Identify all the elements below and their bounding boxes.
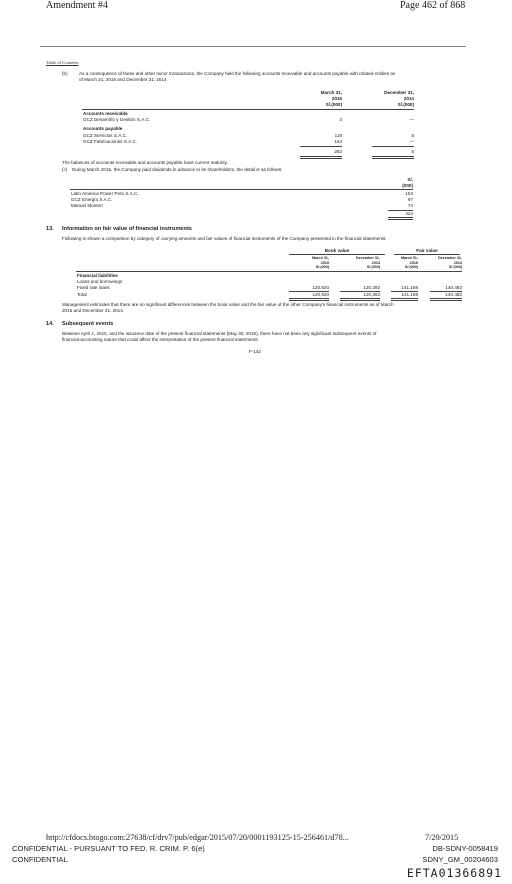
fair-value-rule <box>394 254 460 255</box>
fixed-row-v2: 120,392 <box>363 285 380 290</box>
fixed-row-v1: 120,920 <box>312 285 329 290</box>
c-row-1-v: 153 <box>405 191 413 196</box>
c-total: 324 <box>405 211 413 216</box>
s13-col2-line1: December 31, <box>356 256 380 260</box>
s14-text-line1: Between April 1, 2015, and the issuance date of the present financial statements (May 30, 2015), there have not been any significant subsequent events of <box>62 331 377 336</box>
s13-col1-line3: S/.(000) <box>315 265 329 270</box>
total-row-v3: 141,188 <box>401 292 418 297</box>
balances-note: The balances of accounts receivable and accounts payable have current maturity. <box>62 160 228 165</box>
b-text-line1: As a consequence of these and other minor transactions, the Company held the following accounts receivable and accounts payable with related entities as <box>79 71 396 76</box>
c-row-2-name: GCZ Energía S.A.C. <box>71 197 113 202</box>
s13-col1-line2: 2015 <box>320 260 329 265</box>
ap-total-rule-2 <box>372 156 414 159</box>
header-left: Amendment #4 <box>46 0 108 11</box>
b-col1-line1: March 31, <box>320 90 342 95</box>
c-row-2-v: 97 <box>407 197 413 202</box>
footer-url[interactable]: http://cfdocs.btogo.com:27638/cf/drv7/pub/edgar/2015/07/20/0001193125-15-256461/d78... <box>46 833 349 842</box>
loans-label: Loans and borrowings <box>77 279 123 284</box>
ar-label: Accounts receivable <box>83 111 128 116</box>
c-row-3-name: Manuel Montori <box>71 203 103 208</box>
c-total-rule <box>388 217 413 220</box>
c-marker: (c) <box>62 167 68 172</box>
s13-col1-line1: March 31, <box>311 256 329 260</box>
b-header-rule <box>82 109 414 110</box>
total-rule-4 <box>430 298 462 301</box>
c-col-line1: S/. <box>407 177 413 182</box>
b-marker: (b) <box>62 71 68 76</box>
ap-subtotal-rule-1 <box>300 146 342 147</box>
s13-col4-line1: December 31, <box>438 256 462 260</box>
footer-efta: EFTA01366891 <box>406 866 502 880</box>
header-right: Page 462 of 868 <box>400 0 466 11</box>
c-row-1-name: Latin America Power Perú S.A.C. <box>71 191 139 196</box>
s13-title: Information on fair value of financial instruments <box>62 226 192 232</box>
s13-col4-line3: S/.(000) <box>448 265 462 270</box>
fl-label: Financial liabilities <box>77 273 118 278</box>
ap-row-1-v1: 119 <box>334 133 342 138</box>
s14-text-line2: financial-accounting nature that could affect the interpretation of the present financial statements. <box>62 337 259 342</box>
fixed-row-v3: 141,188 <box>401 285 418 290</box>
total-rule-1 <box>289 298 329 301</box>
c-header-rule <box>70 189 413 190</box>
footer-bates-1: DB-SDNY-0058419 <box>432 844 498 853</box>
s14-number: 14. <box>46 321 54 327</box>
s13-header-rule <box>76 271 462 272</box>
c-col-header <box>375 177 413 189</box>
s13-col3-line3: S/.(000) <box>404 265 418 270</box>
b-col1-line3: S/.(000) <box>325 102 342 107</box>
total-row-v4: 140,482 <box>445 292 462 297</box>
toc-link[interactable]: Table of Contents <box>46 60 79 65</box>
s13-number: 13. <box>46 226 54 232</box>
total-row-name: Total <box>77 292 87 297</box>
book-value-rule <box>289 254 385 255</box>
footer-confidential-2: CONFIDENTIAL <box>12 855 68 864</box>
ar-row-name: GCZ Desarrollo y Gestión S.A.C. <box>83 117 151 122</box>
ap-label: Accounts payable <box>83 126 123 131</box>
page-number: F-142 <box>248 349 261 354</box>
ap-total-v2: 5 <box>411 149 414 154</box>
s13-col1-header <box>289 256 329 270</box>
s13-intro: Following is shown a comparison by category of carrying amounts and fair values of financial instruments of the Company presented in the financial statements: <box>62 236 387 241</box>
header-rule <box>40 46 466 47</box>
fixed-row-name: Fixed rate loans <box>77 285 110 290</box>
ap-row-2-v1: 163 <box>334 139 342 144</box>
s13-col3-line2: 2015 <box>409 260 418 265</box>
b-col1-header <box>295 90 342 108</box>
s13-col2-line2: 2014 <box>371 260 380 265</box>
ap-total-v1: 282 <box>334 149 342 154</box>
ap-row-1-name: GCZ Servicios S.A.C. <box>83 133 128 138</box>
c-text: During March 2015, the Company paid dividends in advance to its shareholders, the detail is as follows: <box>72 167 283 172</box>
b-col2-header <box>360 90 414 108</box>
total-rule-2 <box>340 298 380 301</box>
footer-date: 7/20/2015 <box>425 833 459 842</box>
b-text-line2: of March 31, 2015 and December 31, 2014 <box>79 77 167 82</box>
ar-row-v1: 3 <box>339 117 342 122</box>
s13-col4-line2: 2014 <box>453 260 462 265</box>
b-col2-line3: S/.(000) <box>397 102 414 107</box>
s13-col2-header <box>332 256 380 270</box>
ar-row-v2: — <box>409 117 414 122</box>
s13-mgmt-line2: 2015 and December 31, 2014. <box>62 308 125 313</box>
s13-col3-line1: March 31, <box>400 256 418 260</box>
footer-confidential-1: CONFIDENTIAL - PURSUANT TO FED. R. CRIM. P. 6(e) <box>12 844 205 853</box>
ap-row-1-v2: 5 <box>411 133 414 138</box>
c-col-line2: (000) <box>402 183 413 188</box>
ap-row-2-v2: — <box>409 139 414 144</box>
b-col2-line2: 2014 <box>403 96 414 101</box>
s13-mgmt-line1: Management estimates that there are no significant differences between the book value and the fair value of the other Company’s financial instruments as of March <box>62 302 394 307</box>
total-row-v1: 120,920 <box>312 292 329 297</box>
b-col2-line1: December 31, <box>384 90 414 95</box>
s13-col3-header <box>386 256 418 270</box>
b-col1-line2: 2015 <box>331 96 342 101</box>
ap-subtotal-rule-2 <box>372 146 414 147</box>
s14-title: Subsequent events <box>62 321 114 327</box>
fixed-row-v4: 140,482 <box>445 285 462 290</box>
s13-col4-header <box>420 256 462 270</box>
fair-value-header: Fair value <box>416 248 438 253</box>
total-rule-3 <box>391 298 418 301</box>
c-row-3-v: 74 <box>407 203 413 208</box>
total-row-v2: 120,392 <box>363 292 380 297</box>
footer-bates-2: SDNY_GM_00204603 <box>422 855 498 864</box>
s13-col2-line3: S/.(000) <box>366 265 380 270</box>
ap-row-2-name: GCZ Fabricaciones S.A.C. <box>83 139 138 144</box>
book-value-header: Book value <box>324 248 350 253</box>
ap-total-rule-1 <box>300 156 342 159</box>
